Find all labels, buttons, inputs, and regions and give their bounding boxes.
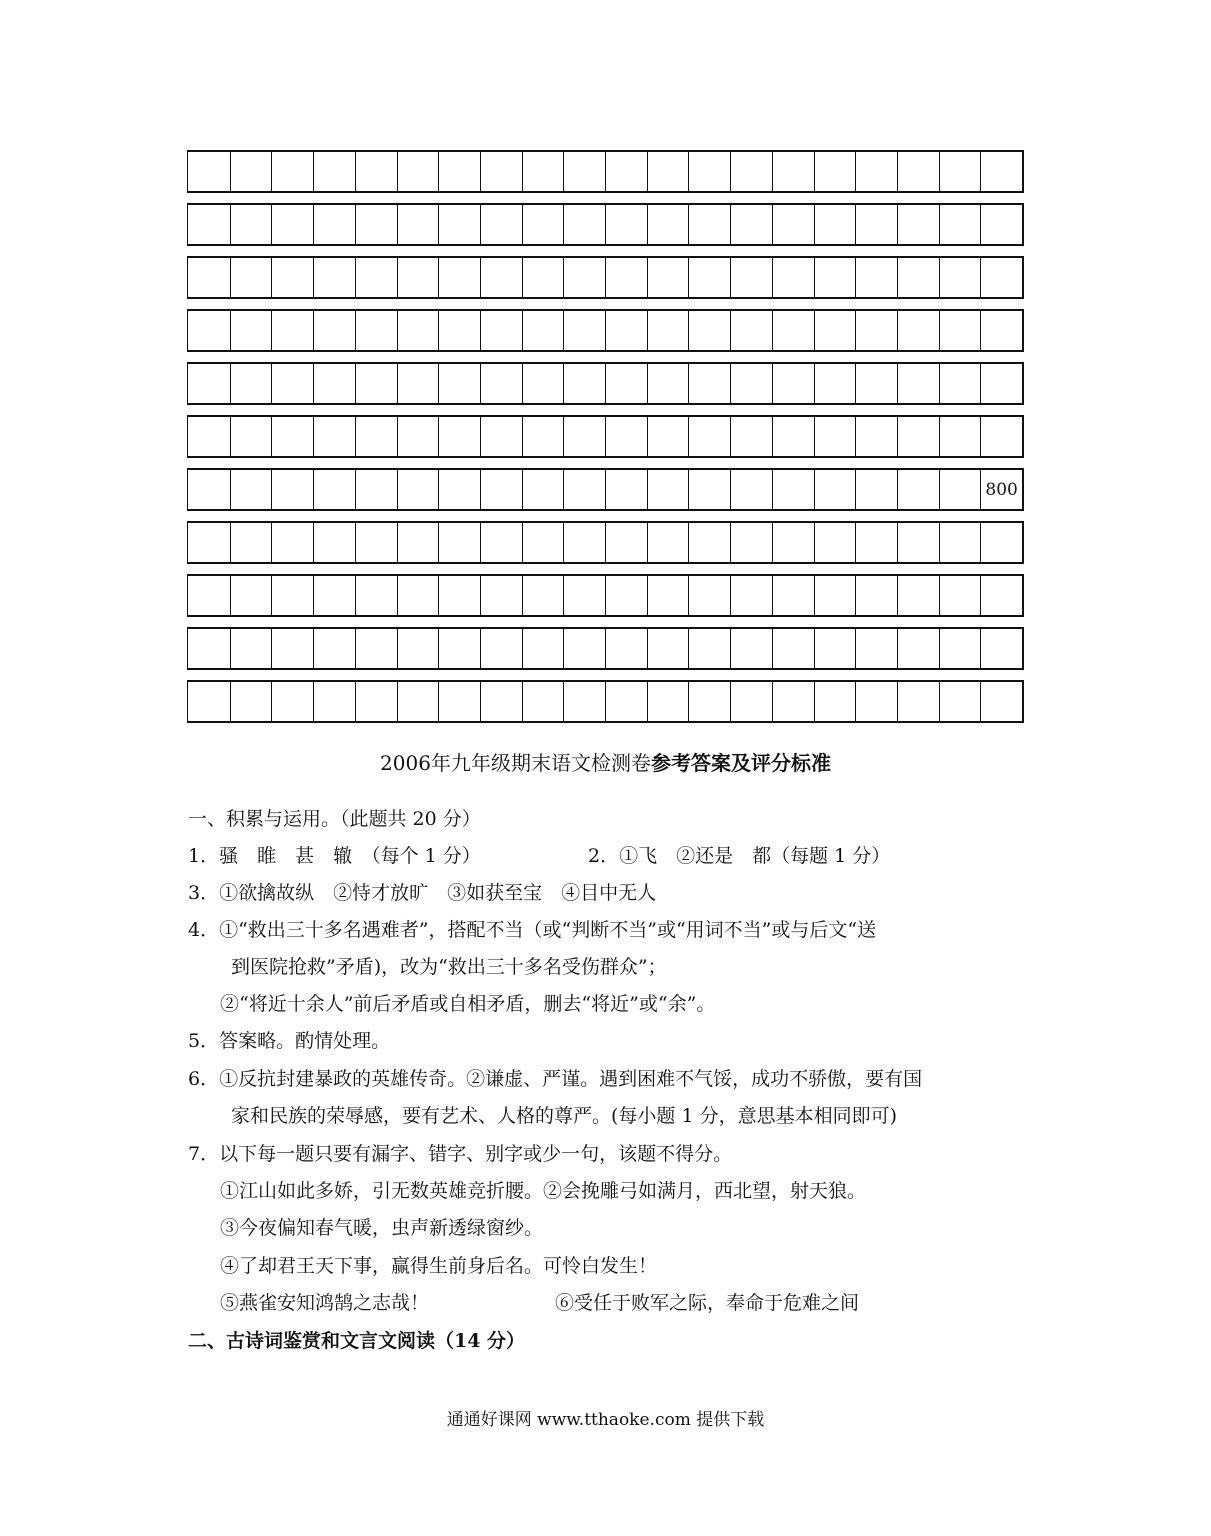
grid-cell bbox=[814, 523, 856, 562]
grid-cell bbox=[688, 682, 730, 721]
grid-cell bbox=[313, 364, 355, 403]
grid-cell bbox=[605, 682, 647, 721]
grid-cell bbox=[897, 205, 939, 244]
grid-cell bbox=[230, 258, 272, 297]
grid-cell bbox=[897, 258, 939, 297]
grid-cell bbox=[647, 311, 689, 350]
grid-cell bbox=[730, 364, 772, 403]
grid-cell bbox=[980, 523, 1022, 562]
grid-cell bbox=[438, 523, 480, 562]
grid-cell bbox=[855, 576, 897, 615]
grid-cell bbox=[230, 576, 272, 615]
grid-cell bbox=[730, 152, 772, 191]
grid-cell bbox=[271, 258, 313, 297]
grid-cell bbox=[980, 364, 1022, 403]
grid-cell bbox=[897, 523, 939, 562]
grid-cell bbox=[397, 576, 439, 615]
grid-cell bbox=[355, 682, 397, 721]
grid-cell bbox=[563, 417, 605, 456]
grid-cell bbox=[313, 523, 355, 562]
grid-cell bbox=[480, 258, 522, 297]
grid-cell bbox=[814, 258, 856, 297]
grid-cell bbox=[480, 311, 522, 350]
section-2-heading: 二、古诗词鉴赏和文言文阅读（14 分） bbox=[188, 1330, 526, 1352]
grid-cell bbox=[313, 629, 355, 668]
grid-cell bbox=[480, 364, 522, 403]
grid-cell bbox=[688, 311, 730, 350]
grid-cell bbox=[355, 523, 397, 562]
grid-cell bbox=[355, 311, 397, 350]
grid-cell bbox=[355, 364, 397, 403]
grid-cell bbox=[855, 364, 897, 403]
grid-cell bbox=[188, 364, 230, 403]
grid-cell bbox=[939, 576, 981, 615]
grid-cell bbox=[897, 364, 939, 403]
grid-cell bbox=[397, 417, 439, 456]
answer-q7-line4a: ⑤燕雀安知鸿鹄之志哉！ bbox=[220, 1292, 430, 1314]
grid-cell bbox=[939, 205, 981, 244]
grid-cell bbox=[313, 576, 355, 615]
grid-cell bbox=[480, 417, 522, 456]
grid-cell bbox=[397, 311, 439, 350]
grid-cell bbox=[563, 629, 605, 668]
grid-cell bbox=[897, 470, 939, 509]
grid-cell bbox=[688, 629, 730, 668]
grid-cell bbox=[271, 311, 313, 350]
grid-cell bbox=[397, 629, 439, 668]
grid-cell bbox=[313, 417, 355, 456]
answer-q1: 1．骚 睢 甚 辙 （每个 1 分） bbox=[188, 845, 481, 867]
grid-cell bbox=[522, 152, 564, 191]
grid-cell bbox=[772, 364, 814, 403]
grid-cell bbox=[230, 417, 272, 456]
grid-cell bbox=[688, 364, 730, 403]
grid-cell bbox=[897, 152, 939, 191]
grid-cell bbox=[522, 682, 564, 721]
grid-cell bbox=[939, 523, 981, 562]
grid-cell bbox=[355, 258, 397, 297]
answer-q2: 2．①飞 ②还是 都（每题 1 分） bbox=[588, 845, 891, 867]
grid-cell bbox=[438, 152, 480, 191]
answer-q7-line1: ①江山如此多娇，引无数英雄竞折腰。②会挽雕弓如满月，西北望，射天狼。 bbox=[220, 1180, 867, 1202]
grid-cell bbox=[939, 152, 981, 191]
grid-cell bbox=[397, 364, 439, 403]
grid-cell bbox=[855, 470, 897, 509]
writing-grid bbox=[187, 150, 1024, 723]
grid-cell bbox=[980, 682, 1022, 721]
grid-cell bbox=[397, 470, 439, 509]
grid-cell bbox=[355, 417, 397, 456]
grid-cell bbox=[188, 682, 230, 721]
grid-cell bbox=[772, 205, 814, 244]
grid-cell bbox=[522, 417, 564, 456]
grid-cell bbox=[605, 576, 647, 615]
answer-q4-line2: 到医院抢救”矛盾)，改为“救出三十多名受伤群众”； bbox=[231, 956, 667, 978]
grid-cell bbox=[563, 152, 605, 191]
grid-cell bbox=[688, 523, 730, 562]
grid-cell bbox=[730, 470, 772, 509]
grid-cell bbox=[730, 311, 772, 350]
grid-cell bbox=[438, 470, 480, 509]
grid-cell bbox=[522, 258, 564, 297]
grid-cell bbox=[647, 629, 689, 668]
grid-cell bbox=[313, 311, 355, 350]
grid-cell bbox=[188, 523, 230, 562]
grid-cell bbox=[271, 417, 313, 456]
grid-cell bbox=[772, 629, 814, 668]
grid-row bbox=[187, 521, 1024, 564]
grid-cell bbox=[522, 576, 564, 615]
grid-cell bbox=[897, 682, 939, 721]
grid-row bbox=[187, 309, 1024, 352]
grid-cell bbox=[730, 576, 772, 615]
grid-cell bbox=[647, 470, 689, 509]
grid-cell bbox=[939, 258, 981, 297]
grid-cell bbox=[438, 364, 480, 403]
grid-cell bbox=[897, 629, 939, 668]
answer-q6-line2: 家和民族的荣辱感，要有艺术、人格的尊严。(每小题 1 分，意思基本相同即可) bbox=[231, 1105, 897, 1127]
grid-cell bbox=[355, 576, 397, 615]
grid-cell bbox=[939, 470, 981, 509]
grid-cell bbox=[855, 311, 897, 350]
grid-cell bbox=[480, 470, 522, 509]
grid-cell bbox=[814, 152, 856, 191]
grid-cell bbox=[271, 629, 313, 668]
grid-cell bbox=[772, 152, 814, 191]
grid-cell bbox=[230, 629, 272, 668]
answer-q7-line3: ④了却君王天下事，赢得生前身后名。可怜白发生！ bbox=[220, 1255, 658, 1277]
grid-cell bbox=[605, 629, 647, 668]
grid-cell bbox=[814, 311, 856, 350]
grid-cell bbox=[230, 523, 272, 562]
grid-cell bbox=[772, 682, 814, 721]
grid-cell bbox=[313, 205, 355, 244]
grid-row bbox=[187, 203, 1024, 246]
grid-cell bbox=[897, 576, 939, 615]
grid-cell bbox=[605, 205, 647, 244]
grid-cell bbox=[563, 364, 605, 403]
grid-cell bbox=[188, 311, 230, 350]
grid-cell bbox=[230, 311, 272, 350]
grid-cell bbox=[814, 417, 856, 456]
grid-cell bbox=[480, 205, 522, 244]
grid-cell bbox=[688, 470, 730, 509]
answer-q7: 7．以下每一题只要有漏字、错字、别字或少一句，该题不得分。 bbox=[188, 1143, 733, 1165]
grid-cell bbox=[438, 417, 480, 456]
grid-cell bbox=[939, 682, 981, 721]
grid-cell bbox=[980, 152, 1022, 191]
grid-cell bbox=[188, 470, 230, 509]
grid-cell bbox=[897, 311, 939, 350]
grid-cell bbox=[730, 205, 772, 244]
grid-cell bbox=[605, 523, 647, 562]
grid-cell bbox=[188, 629, 230, 668]
grid-cell bbox=[772, 576, 814, 615]
grid-cell bbox=[980, 258, 1022, 297]
grid-row bbox=[187, 468, 1024, 511]
grid-cell bbox=[188, 417, 230, 456]
grid-cell bbox=[647, 523, 689, 562]
grid-cell bbox=[647, 417, 689, 456]
answer-q4-line3: ②“将近十余人”前后矛盾或自相矛盾，删去“将近”或“余”。 bbox=[220, 993, 716, 1015]
grid-cell bbox=[522, 629, 564, 668]
grid-cell bbox=[438, 311, 480, 350]
grid-cell bbox=[814, 576, 856, 615]
grid-cell bbox=[647, 258, 689, 297]
grid-cell bbox=[438, 576, 480, 615]
grid-cell bbox=[980, 417, 1022, 456]
grid-cell bbox=[563, 576, 605, 615]
grid-cell bbox=[855, 152, 897, 191]
grid-row bbox=[187, 362, 1024, 405]
grid-cell bbox=[355, 470, 397, 509]
grid-cell bbox=[563, 205, 605, 244]
grid-cell bbox=[522, 205, 564, 244]
grid-cell bbox=[730, 417, 772, 456]
grid-cell bbox=[313, 152, 355, 191]
page-title bbox=[187, 748, 1024, 778]
grid-row bbox=[187, 627, 1024, 670]
answer-q6-line1: 6．①反抗封建暴政的英雄传奇。②谦虚、严谨。遇到困难不气馁，成功不骄傲，要有国 bbox=[188, 1068, 923, 1090]
grid-row bbox=[187, 680, 1024, 723]
grid-cell bbox=[355, 629, 397, 668]
grid-cell bbox=[438, 629, 480, 668]
grid-cell bbox=[814, 682, 856, 721]
grid-cell bbox=[563, 682, 605, 721]
grid-cell bbox=[855, 629, 897, 668]
grid-cell bbox=[939, 417, 981, 456]
grid-cell bbox=[897, 417, 939, 456]
answer-q3: 3．①欲擒故纵 ②恃才放旷 ③如获至宝 ④目中无人 bbox=[188, 882, 657, 904]
grid-cell bbox=[230, 152, 272, 191]
section-1-heading: 一、积累与运用。（此题共 20 分） bbox=[188, 808, 481, 830]
grid-row bbox=[187, 150, 1024, 193]
grid-cell bbox=[313, 470, 355, 509]
grid-cell bbox=[772, 311, 814, 350]
grid-cell bbox=[772, 470, 814, 509]
grid-cell bbox=[688, 152, 730, 191]
grid-cell bbox=[480, 523, 522, 562]
grid-cell bbox=[522, 523, 564, 562]
grid-cell bbox=[647, 205, 689, 244]
grid-cell bbox=[480, 152, 522, 191]
grid-cell bbox=[730, 258, 772, 297]
grid-cell bbox=[522, 364, 564, 403]
grid-cell bbox=[480, 682, 522, 721]
grid-cell bbox=[438, 258, 480, 297]
grid-cell bbox=[563, 523, 605, 562]
footer: 通通好课网 www.tthaoke.com 提供下载 bbox=[446, 1410, 765, 1430]
grid-cell bbox=[271, 470, 313, 509]
grid-cell bbox=[397, 258, 439, 297]
grid-cell bbox=[688, 205, 730, 244]
grid-cell bbox=[397, 523, 439, 562]
grid-cell bbox=[855, 205, 897, 244]
grid-cell bbox=[230, 682, 272, 721]
grid-cell bbox=[855, 682, 897, 721]
grid-cell bbox=[438, 205, 480, 244]
title-normal: 2006年九年级期末语文检测卷 bbox=[380, 751, 651, 775]
grid-cell bbox=[772, 523, 814, 562]
grid-cell bbox=[688, 417, 730, 456]
grid-cell bbox=[188, 258, 230, 297]
grid-cell bbox=[605, 417, 647, 456]
grid-cell bbox=[688, 576, 730, 615]
grid-cell bbox=[271, 682, 313, 721]
grid-cell bbox=[271, 576, 313, 615]
grid-cell bbox=[522, 311, 564, 350]
grid-cell bbox=[230, 364, 272, 403]
grid-cell bbox=[188, 205, 230, 244]
grid-cell bbox=[188, 152, 230, 191]
grid-cell bbox=[188, 576, 230, 615]
answer-q4-line1: 4．①“救出三十多名遇难者”，搭配不当（或“判断不当”或“用词不当”或与后文“送 bbox=[188, 919, 877, 941]
grid-cell bbox=[647, 682, 689, 721]
grid-cell bbox=[313, 258, 355, 297]
grid-cell bbox=[772, 258, 814, 297]
grid-cell bbox=[730, 523, 772, 562]
grid-cell bbox=[397, 152, 439, 191]
grid-cell bbox=[730, 629, 772, 668]
grid-cell bbox=[855, 258, 897, 297]
grid-cell bbox=[438, 682, 480, 721]
grid-cell bbox=[271, 523, 313, 562]
grid-cell bbox=[814, 205, 856, 244]
grid-cell bbox=[397, 682, 439, 721]
grid-cell bbox=[980, 470, 1022, 509]
grid-cell bbox=[939, 629, 981, 668]
grid-cell bbox=[647, 576, 689, 615]
grid-cell bbox=[939, 311, 981, 350]
grid-row bbox=[187, 256, 1024, 299]
grid-cell bbox=[855, 523, 897, 562]
grid-cell bbox=[980, 205, 1022, 244]
grid-cell bbox=[605, 258, 647, 297]
grid-cell bbox=[271, 152, 313, 191]
grid-cell bbox=[522, 470, 564, 509]
grid-cell bbox=[271, 364, 313, 403]
grid-cell bbox=[397, 205, 439, 244]
grid-cell bbox=[480, 629, 522, 668]
grid-row bbox=[187, 415, 1024, 458]
grid-cell bbox=[605, 311, 647, 350]
grid-cell bbox=[814, 629, 856, 668]
grid-cell bbox=[355, 205, 397, 244]
grid-cell bbox=[855, 417, 897, 456]
grid-row bbox=[187, 574, 1024, 617]
grid-cell bbox=[980, 311, 1022, 350]
grid-cell bbox=[939, 364, 981, 403]
answer-q5: 5．答案略。酌情处理。 bbox=[188, 1030, 391, 1052]
grid-cell bbox=[605, 470, 647, 509]
word-count-marker: 800 bbox=[985, 479, 1018, 500]
grid-cell bbox=[647, 152, 689, 191]
grid-cell bbox=[980, 576, 1022, 615]
grid-cell bbox=[480, 576, 522, 615]
grid-cell bbox=[271, 205, 313, 244]
grid-cell bbox=[230, 470, 272, 509]
grid-cell bbox=[563, 311, 605, 350]
grid-cell bbox=[230, 205, 272, 244]
title-bold: 参考答案及评分标准 bbox=[650, 751, 831, 775]
grid-cell bbox=[605, 364, 647, 403]
grid-cell bbox=[313, 682, 355, 721]
grid-cell bbox=[355, 152, 397, 191]
grid-cell bbox=[814, 470, 856, 509]
grid-cell bbox=[647, 364, 689, 403]
answer-q7-line2: ③今夜偏知春气暖，虫声新透绿窗纱。 bbox=[220, 1217, 544, 1239]
grid-cell bbox=[980, 629, 1022, 668]
grid-cell bbox=[563, 258, 605, 297]
grid-cell bbox=[688, 258, 730, 297]
answer-q7-line4b: ⑥受任于败军之际，奉命于危难之间 bbox=[555, 1292, 860, 1314]
grid-cell bbox=[814, 364, 856, 403]
grid-cell bbox=[772, 417, 814, 456]
grid-cell bbox=[605, 152, 647, 191]
grid-cell bbox=[730, 682, 772, 721]
grid-cell bbox=[563, 470, 605, 509]
